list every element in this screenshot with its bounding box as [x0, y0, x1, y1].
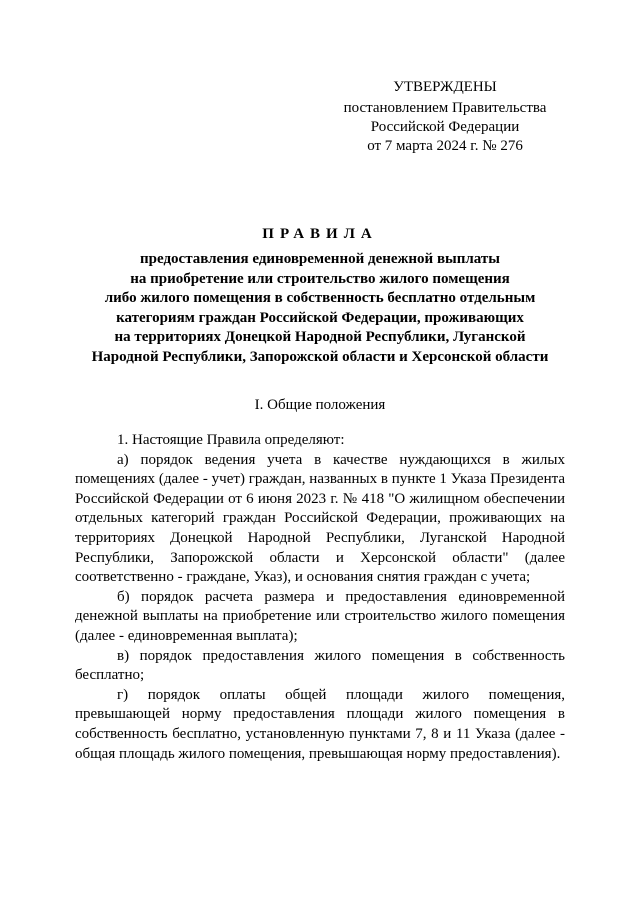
subtitle-line-5: на территориях Донецкой Народной Республики, Луганской: [114, 329, 526, 346]
subtitle-line-1: предоставления единовременной денежной выплаты: [140, 251, 500, 267]
paragraph-a: а) порядок ведения учета в качестве нуждающихся в жилых помещениях (далее - учет) граждан, названных в пункте 1 Указа Президента Российской Федерации от 6 июня 2023 г. № 418 "О жилищном обеспечении отдельных категорий граждан Российской Федерации, проживающих на территориях Донецкой Народной Республики, Луганской Народной Республики, Запорожской области и Херсонской области" (далее соответственно - граждане, Указ), и основания снятия граждан с учета;: [75, 451, 565, 586]
document-body: [75, 431, 565, 764]
document-subtitle: [70, 250, 570, 368]
approval-line-2: Российской Федерации: [370, 119, 520, 135]
paragraph-b: б) порядок расчета размера и предоставления единовременной денежной выплаты на приобретение или строительство жилого помещения (далее - единовременная выплата);: [75, 588, 565, 644]
approval-label: УТВЕРЖДЕНЫ: [393, 79, 497, 95]
paragraph-v: в) порядок предоставления жилого помещения в собственность бесплатно;: [75, 647, 565, 684]
subtitle-line-3: либо жилого помещения в собственность бесплатно отдельным: [104, 290, 536, 307]
document-title: ПРАВИЛА: [262, 226, 378, 242]
subtitle-line-6: Народной Республики, Запорожской области и Херсонской области: [91, 348, 549, 365]
paragraph-1: 1. Настоящие Правила определяют:: [117, 432, 345, 448]
paragraph-g: г) порядок оплаты общей площади жилого помещения, превышающей норму предоставления площади жилого помещения в собственность бесплатно, установленную пунктами 7, 8 и 11 Указа (далее - общая площадь жилого помещения, превышающая норму предоставления).: [75, 686, 565, 762]
approval-block: [330, 78, 560, 156]
subtitle-line-4: категориям граждан Российской Федерации, проживающих: [116, 309, 524, 326]
subtitle-line-2: на приобретение или строительство жилого помещения: [130, 270, 510, 287]
approval-line-3: от 7 марта 2024 г. № 276: [367, 138, 523, 154]
section-heading: I. Общие положения: [254, 397, 386, 413]
approval-line-1: постановлением Правительства: [343, 100, 547, 116]
